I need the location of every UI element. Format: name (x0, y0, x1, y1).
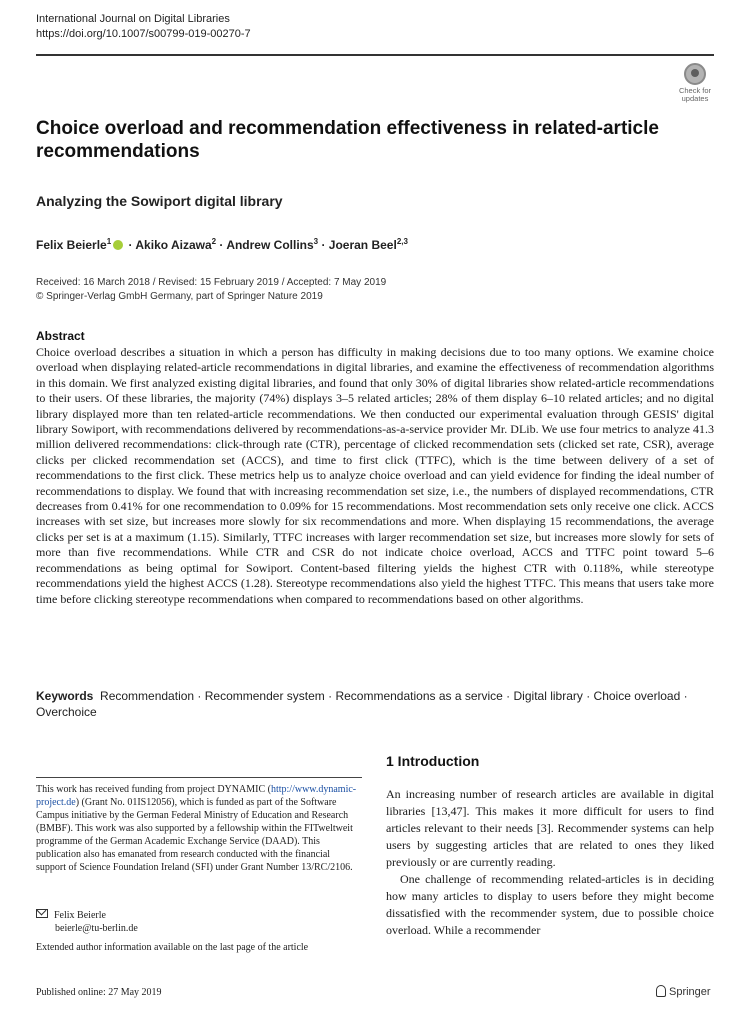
author-affiliation: 1 (106, 237, 112, 246)
keywords-list: Recommendation · Recommender system · Recommendations as a service · Digital library · Choice overload · Overchoice (36, 689, 688, 719)
author-name[interactable]: Joeran Beel (328, 238, 397, 252)
orcid-icon[interactable] (113, 240, 123, 250)
mail-icon (36, 909, 48, 918)
section-heading: 1 Introduction (386, 753, 480, 769)
check-for-updates-badge[interactable] (673, 63, 717, 103)
publisher-name: Springer (669, 986, 711, 998)
copyright: © Springer-Verlag GmbH Germany, part of Springer Nature 2019 (36, 291, 323, 302)
check-updates-icon (684, 63, 706, 85)
author-name[interactable]: Akiko Aizawa (135, 238, 212, 252)
badge-line1: Check for (678, 86, 712, 95)
paper-subtitle: Analyzing the Sowiport digital library (36, 193, 283, 209)
funding-link[interactable]: http://www.dynamic-project.de (36, 784, 357, 808)
badge-line2: updates (681, 94, 709, 103)
contact-email[interactable]: beierle@tu-berlin.de (55, 923, 138, 934)
abstract-text: Choice overload describes a situation in which a person has difficulty in making decisions due to too many options. We examine choice overload when displaying related-article recommendations in digital libraries, and examine the effectiveness of recommendation algorithms in this domain. We first analyzed existing digital libraries, and found that only 30% of digital libraries show related-article recommendations to their users. Of these libraries, the majority (74%) displays 3–5 related articles; 28% of them display 6–10 related articles; and no digital library displayed more than ten related-article recommendations. We then conducted our experimental evaluation through GESIS' digital library Sowiport, with recommendations delivered by recommendations-as-a-service provider Mr. DLib. We use four metrics to analyze 41.3 million delivered recommendations: click-through rate (CTR), percentage of clicked recommendation sets (clicked set rate, CSR), average clicks per clicked recommendation set (ACCS), and time to first click (TTFC), which is the time between delivery of a set of recommendations to the first click. These metrics help us to analyze choice overload and can yield evidence for finding the ideal number of recommendations to display. We found that with increasing recommendation set size, i.e., the numbers of displayed recommendations, CTR decreases from 0.41% for one recommendation to 0.09% for 15 recommendations. Most recommendation sets only receive one click. ACCS increases with set size, but increases more slowly for six recommendations and more. When displaying 15 recommendations, the average clicks per set is at a maximum (1.15). Similarly, TTFC increases with larger recommendation set size, but increases more slowly for sets of more than five recommendations. While CTR and CSR do not indicate choice overload, ACCS and TTFC point toward 5–6 recommendations as being optimal for Sowiport. Content-based filtering yields the highest CTR with 0.118%, while stereotype recommendations yield the highest ACCS (1.28). Stereotype recommendations also yield the highest TTFC. This means that users take more time before clicking stereotype recommendations when compared to recommendations based on other algorithms. (36, 345, 714, 606)
published-online: Published online: 27 May 2019 (36, 987, 162, 998)
springer-horse-icon (656, 985, 666, 997)
author-affiliation: 3 (313, 237, 319, 246)
extended-info-note: Extended author information available on the last page of the article (36, 942, 309, 953)
contact-name: Felix Beierle (54, 910, 106, 921)
intro-paragraph: One challenge of recommending related-articles is in deciding how many articles to display to users before they might become dissatisfied with the recommender system, due to possible choice overload. While a recommender (386, 872, 714, 937)
publisher-logo (656, 985, 711, 998)
abstract-heading: Abstract (36, 329, 85, 343)
author-list: Felix Beierle$^1$ · Akiko Aizawa$^2$ · Andrew Collins$^3$ · Joeran Beel$^{2,3}$ (36, 237, 408, 252)
intro-paragraph: An increasing number of research articles are available in digital libraries [13,47]. This makes it more difficult for users to find articles relevant to their needs [3]. Recommender systems can help users by suggesting articles that are related to ones they liked previously or are currently reading. (386, 787, 714, 869)
journal-header (36, 12, 251, 42)
keywords-label: Keywords (36, 689, 94, 703)
paper-title: Choice overload and recommendation effectiveness in related-article recommendations (36, 118, 659, 162)
author-name[interactable]: Andrew Collins (226, 238, 314, 252)
footnote-divider (36, 777, 362, 778)
funding-footnote (36, 783, 362, 874)
received-dates: Received: 16 March 2018 / Revised: 15 February 2019 / Accepted: 7 May 2019 (36, 277, 387, 288)
keywords (36, 688, 714, 720)
author-affiliation: 2,3 (396, 237, 408, 246)
contact-info (36, 909, 138, 935)
journal-name: International Journal on Digital Libraries (36, 13, 230, 25)
author-name[interactable]: Felix Beierle (36, 238, 107, 252)
header-divider (36, 54, 714, 56)
funding-text: This work has received funding from project DYNAMIC ( (36, 784, 271, 795)
author-affiliation: 2 (211, 237, 217, 246)
doi-link[interactable]: https://doi.org/10.1007/s00799-019-00270-7 (36, 28, 251, 40)
publication-dates (36, 276, 386, 304)
funding-text: ) (Grant No. 01IS12056), which is funded as part of the Software Campus initiative by the German Federal Ministry of Education and Research (BMBF). This work was also supported by a fellowship within the FITweltweit programme of the German Academic Exchange Service (DAAD). This publication also has emanated from research conducted with the financial support of Science Foundation Ireland (SFI) under Grant Number 13/RC/2106. (36, 797, 353, 873)
